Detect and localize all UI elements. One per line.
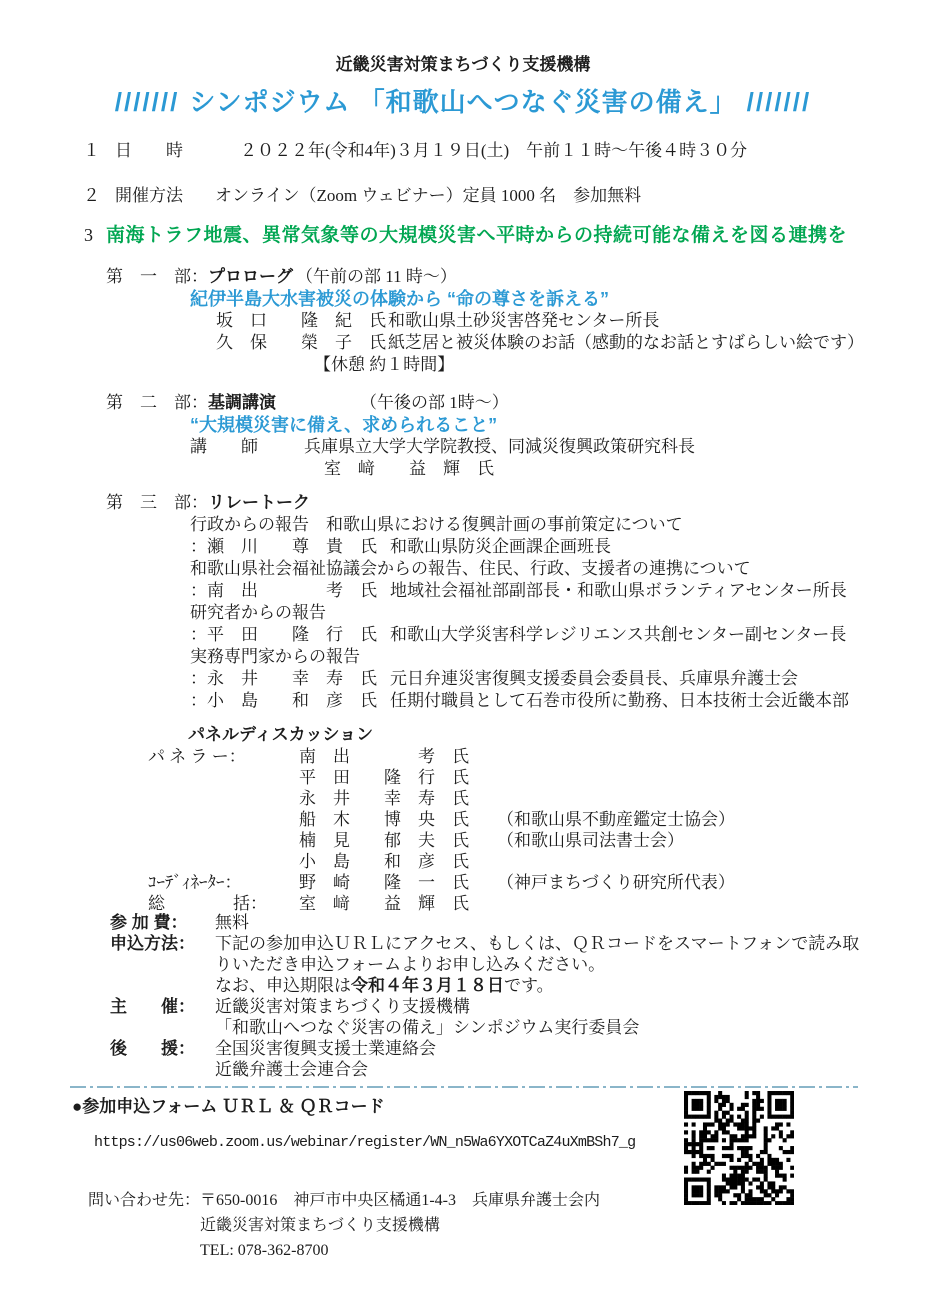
date-row-value: ２０２２年(令和4年)３月１９日(土) 午前１１時～午後４時３０分	[240, 141, 748, 160]
theme-text: 南海トラフ地震、異常気象等の大規模災害へ平時からの持続可能な備えを図る連携を	[106, 225, 848, 246]
part2-subtitle: “大規模災害に備え、求められること”	[190, 415, 498, 435]
report-person	[190, 668, 849, 690]
method-row-value: オンライン（Zoom ウェビナー）定員 1000 名 参加無料	[215, 186, 642, 205]
application-row	[110, 933, 859, 996]
theme-row	[84, 224, 847, 247]
title-slashes-right: ///////	[746, 87, 812, 117]
dashed-divider	[70, 1086, 858, 1088]
page-title	[0, 82, 926, 122]
panel-row	[148, 851, 735, 872]
panelist-note: （和歌山県司法書士会）	[497, 831, 684, 850]
program-part-2	[106, 392, 695, 480]
part2-title-line	[106, 392, 695, 414]
panelist-name: 野 崎 隆 一 氏	[299, 873, 469, 892]
panel-row	[148, 893, 735, 914]
report-topic: 和歌山県社会福祉協議会からの報告、住民、行政、支援者の連携について	[190, 559, 751, 578]
part2-label: 第 二 部：	[106, 393, 208, 412]
application-deadline-line	[215, 975, 859, 996]
supporter-row	[110, 1038, 859, 1080]
part3-heading: リレートーク	[208, 493, 310, 512]
deadline-prefix: なお、申込期限は	[215, 976, 351, 995]
method-row-number: ２	[83, 186, 100, 205]
speaker-name: 坂 口 隆 紀 氏	[216, 311, 386, 330]
report-topic: 研究者からの報告	[190, 603, 326, 622]
method-row-label: 開催方法	[115, 186, 183, 205]
lecturer-name: 室 﨑 益 輝 氏	[324, 459, 494, 478]
date-row	[83, 140, 747, 162]
person-desc: 元日弁連災害復興支援委員会委員長、兵庫県弁護士会	[390, 669, 798, 688]
supporter-line: 近畿弁護士会連合会	[215, 1060, 368, 1079]
panel-row	[148, 746, 735, 767]
part1-subtitle: 紀伊半島大水害被災の体験から “命の尊さを訴える”	[190, 289, 609, 309]
panel-role-label	[148, 809, 299, 830]
panel-role-label	[148, 830, 299, 851]
part3-label: 第 三 部：	[106, 493, 208, 512]
panelist-name: 永 井 幸 寿 氏	[299, 789, 469, 808]
application-label: 申込方法：	[110, 934, 195, 953]
panel-role-label: 総 括：	[148, 894, 267, 913]
report-person	[190, 536, 849, 558]
panelist-name: 楠 見 郁 夫 氏	[299, 831, 469, 850]
person-desc: 和歌山大学災害科学レジリエンス共創センター副センター長	[390, 625, 847, 644]
panel-role-label	[148, 851, 299, 872]
speaker-name: 久 保 榮 子 氏	[216, 333, 386, 352]
registration-url: https://us06web.zoom.us/webinar/register/WN_n5Wa6YXOTCaZ4uXmBSh7_g	[94, 1134, 636, 1151]
panel-role-label: ｺｰﾃﾞｨﾈｰﾀｰ：	[148, 873, 242, 892]
organizer-line: 「和歌山へつなぐ災害の備え」シンポジウム実行委員会	[215, 1018, 640, 1037]
contact-section	[88, 1188, 600, 1263]
organizer-line: 近畿災害対策まちづくり支援機構	[215, 997, 470, 1016]
organizer-label: 主 催：	[110, 997, 195, 1016]
panel-discussion	[148, 724, 735, 914]
info-section	[110, 912, 859, 1080]
part1-time: （午前の部 11 時～）	[296, 267, 457, 286]
person-desc: 和歌山県防災企画課企画班長	[390, 537, 611, 556]
person-desc: 任期付職員として石巻市役所に勤務、日本技術士会近畿本部	[390, 691, 849, 710]
date-row-label: 日 時	[115, 141, 183, 160]
part1-heading: プロローグ	[208, 267, 293, 286]
contact-address: 〒650-0016 神戸市中央区橘通1-4-3 兵庫県弁護士会内	[200, 1192, 601, 1209]
speaker-desc: 紙芝居と被災体験のお話（感動的なお話とすばらしい絵です）	[388, 333, 864, 352]
part1-title-line	[106, 266, 864, 288]
organizer-row	[110, 996, 859, 1038]
deadline-suffix: です。	[504, 976, 554, 995]
date-row-number: １	[83, 141, 100, 160]
theme-number: 3	[84, 225, 93, 245]
supporter-label: 後 援：	[110, 1039, 195, 1058]
panel-row	[148, 830, 735, 851]
break-note: 【休憩 約１時間】	[314, 355, 455, 374]
panel-heading: パネルディスカッション	[188, 725, 374, 744]
speaker-desc: 和歌山県土砂災害啓発センター所長	[388, 311, 660, 330]
fee-row	[110, 912, 859, 933]
panel-row	[148, 872, 735, 893]
contact-phone: TEL: 078-362-8700	[200, 1242, 329, 1259]
lecturer-desc: 兵庫県立大学大学院教授、同減災復興政策研究科長	[304, 437, 695, 456]
person-name: ：永 井 幸 寿 氏	[190, 669, 377, 688]
lecturer-row	[190, 436, 695, 458]
contact-organization: 近畿災害対策まちづくり支援機構	[200, 1217, 440, 1234]
panel-row	[148, 809, 735, 830]
form-heading: ●参加申込フォーム ＵＲＬ ＆ ＱＲコード	[72, 1097, 385, 1116]
panel-row	[148, 767, 735, 788]
organizer-value	[215, 996, 639, 1038]
panelist-note: （神戸まちづくり研究所代表）	[497, 873, 735, 892]
application-line: 下記の参加申込ＵＲＬにアクセス、もしくは、ＱＲコードをスマートフォンで読み取	[215, 934, 860, 953]
part1-label: 第 一 部：	[106, 267, 208, 286]
panel-role-label: パ ネ ラ ー：	[148, 747, 246, 766]
supporter-value	[215, 1038, 436, 1080]
panel-row	[148, 788, 735, 809]
report-person	[190, 580, 849, 602]
application-line: りいただき申込フォームよりお申し込みください。	[215, 955, 606, 974]
title-slashes-left: ///////	[114, 87, 180, 117]
part2-time: （午後の部 1時～）	[360, 393, 509, 412]
person-name: ：南 出 考 氏	[190, 581, 377, 600]
part2-heading: 基調講演	[208, 393, 276, 412]
panelist-note: （和歌山県不動産鑑定士協会）	[497, 810, 735, 829]
panel-role-label	[148, 788, 299, 809]
person-name: ：平 田 隆 行 氏	[190, 625, 377, 644]
deadline-date: 令和４年３月１８日	[351, 976, 504, 995]
qr-code	[684, 1091, 794, 1205]
fee-value: 無料	[215, 913, 249, 932]
report-person	[190, 624, 849, 646]
panel-role-label	[148, 767, 299, 788]
program-part-1	[106, 266, 864, 376]
title-text: シンポジウム 「和歌山へつなぐ災害の備え」	[189, 87, 737, 117]
panelist-name: 南 出 考 氏	[299, 747, 469, 766]
panelist-name: 平 田 隆 行 氏	[299, 768, 469, 787]
method-row	[83, 185, 641, 207]
program-part-3	[106, 492, 849, 712]
contact-label: 問い合わせ先：	[88, 1192, 201, 1209]
person-name: ：瀬 川 尊 貴 氏	[190, 537, 377, 556]
report-person	[190, 690, 849, 712]
panelist-name: 小 島 和 彦 氏	[299, 852, 469, 871]
supporter-line: 全国災害復興支援士業連絡会	[215, 1039, 436, 1058]
speaker-row	[216, 310, 864, 332]
report-topic: 実務専門家からの報告	[190, 647, 360, 666]
contact-details	[200, 1188, 600, 1263]
person-name: ：小 島 和 彦 氏	[190, 691, 377, 710]
speaker-row	[216, 332, 864, 354]
lecturer-label: 講 師	[190, 437, 258, 456]
fee-label: 参 加 費：	[110, 913, 188, 932]
panelist-name: 室 﨑 益 輝 氏	[299, 894, 469, 913]
panelist-name: 船 木 博 央 氏	[299, 810, 469, 829]
application-value	[215, 933, 859, 996]
report-topic: 行政からの報告 和歌山県における復興計画の事前策定について	[190, 515, 683, 534]
part3-title-line	[106, 492, 849, 514]
person-desc: 地域社会福祉部副部長・和歌山県ボランティアセンター所長	[390, 581, 847, 600]
organization-name: 近畿災害対策まちづくり支援機構	[335, 55, 591, 74]
